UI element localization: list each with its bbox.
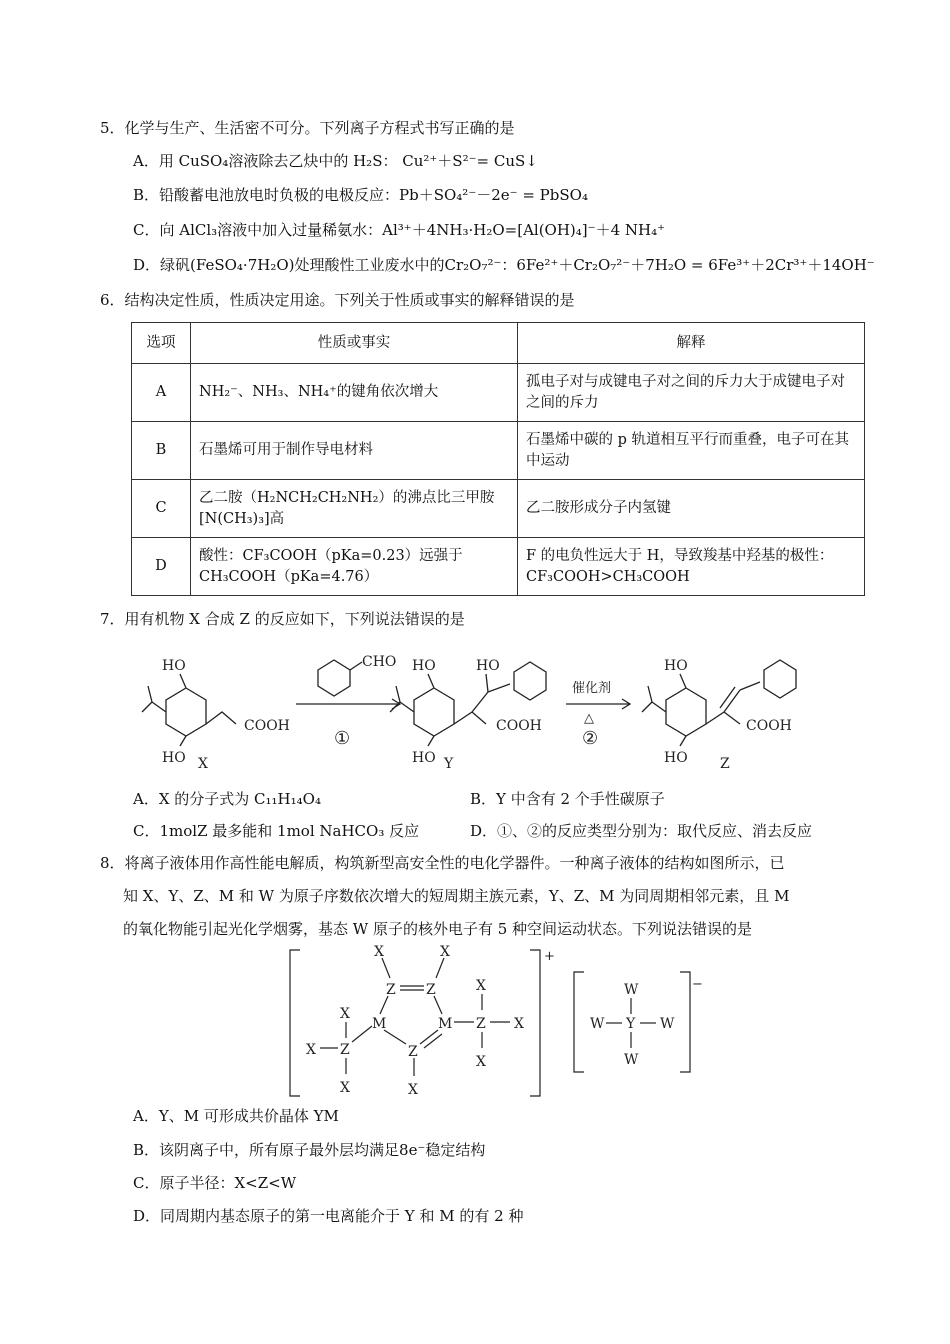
- atom-w: W: [624, 982, 639, 998]
- anion-charge: −: [692, 977, 703, 992]
- y-ho-top: HO: [412, 658, 436, 674]
- step-1-label: ①: [334, 728, 351, 749]
- reaction-arrow-1: [296, 654, 400, 749]
- row-explanation: F 的电负性远大于 H，导致羧基中羟基的极性：CF₃COOH>CH₃COOH: [518, 538, 865, 596]
- y-ho-bottom: HO: [412, 750, 436, 766]
- q8-ionic-liquid-figure: [0, 944, 950, 1104]
- atom-z: Z: [408, 1044, 418, 1060]
- cation-charge: +: [544, 949, 555, 964]
- molecule-y: [390, 658, 546, 772]
- q5-option-b: B．铅酸蓄电池放电时负极的电极反应：Pb＋SO₄²⁻－2e⁻ = PbSO₄: [133, 186, 588, 204]
- atom-w: W: [590, 1016, 605, 1032]
- atom-m: M: [372, 1016, 387, 1032]
- q8-stem-line1: 8．将离子液体用作高性能电解质，构筑新型高安全性的电化学器件。一种离子液体的结构如图所示，已: [100, 854, 785, 872]
- atom-x: X: [476, 1054, 486, 1070]
- header-fact: 性质或事实: [191, 323, 518, 364]
- label-z: Z: [720, 756, 730, 772]
- q5-stem: 5．化学与生产、生活密不可分。下列离子方程式书写正确的是: [100, 119, 515, 137]
- reaction-arrow-2: [566, 680, 630, 749]
- q7-option-a: A．X 的分子式为 C₁₁H₁₄O₄: [133, 790, 321, 808]
- q8-option-b: B．该阴离子中，所有原子最外层均满足8e⁻稳定结构: [133, 1141, 486, 1159]
- atom-m: M: [438, 1016, 453, 1032]
- q5-option-a: A．用 CuSO₄溶液除去乙炔中的 H₂S： Cu²⁺＋S²⁻= CuS↓: [133, 152, 538, 170]
- x-ho-top: HO: [162, 658, 186, 674]
- atom-x: X: [408, 1082, 418, 1098]
- header-explanation: 解释: [518, 323, 865, 364]
- q7-option-d: D．①、②的反应类型分别为：取代反应、消去反应: [470, 822, 813, 840]
- atom-x: X: [340, 1080, 350, 1096]
- row-fact: NH₂⁻、NH₃、NH₄⁺的键角依次增大: [191, 364, 518, 422]
- atom-z: Z: [426, 982, 436, 998]
- q8-stem-line3: 的氧化物能引起光化学烟雾，基态 W 原子的核外电子有 5 种空间运动状态。下列说法错误的是: [123, 920, 753, 938]
- atom-x: X: [476, 978, 486, 994]
- row-fact: 乙二胺（H₂NCH₂CH₂NH₂）的沸点比三甲胺[N(CH₃)₃]高: [191, 480, 518, 538]
- z-ho-bottom: HO: [664, 750, 688, 766]
- table-row: [132, 364, 865, 422]
- q7-stem: 7．用有机物 X 合成 Z 的反应如下，下列说法错误的是: [100, 610, 465, 628]
- x-cooh: COOH: [244, 718, 290, 734]
- atom-x: X: [306, 1042, 316, 1058]
- atom-z: Z: [476, 1016, 486, 1032]
- q6-table: [131, 322, 865, 596]
- table-row: [132, 480, 865, 538]
- row-option: D: [132, 538, 191, 596]
- heat-label: △: [584, 711, 594, 726]
- atom-x: X: [440, 944, 450, 960]
- catalyst-label: 催化剂: [572, 681, 612, 696]
- step-2-label: ②: [582, 728, 599, 749]
- label-y: Y: [444, 756, 454, 772]
- row-fact: 石墨烯可用于制作导电材料: [191, 422, 518, 480]
- molecule-z: [642, 658, 796, 772]
- q8-option-d: D．同周期内基态原子的第一电离能介于 Y 和 M 的有 2 种: [133, 1207, 524, 1225]
- q6-stem: 6．结构决定性质，性质决定用途。下列关于性质或事实的解释错误的是: [100, 291, 575, 309]
- row-option: C: [132, 480, 191, 538]
- x-ho-bottom: HO: [162, 750, 186, 766]
- row-fact: 酸性：CF₃COOH（pKa=0.23）远强于CH₃COOH（pKa=4.76）: [191, 538, 518, 596]
- q8-option-a: A．Y、M 可形成共价晶体 YM: [133, 1107, 339, 1125]
- row-explanation: 石墨烯中碳的 p 轨道相互平行而重叠，电子可在其中运动: [518, 422, 865, 480]
- anion-center: [590, 982, 675, 1068]
- z-cooh: COOH: [746, 718, 792, 734]
- atom-w: W: [660, 1016, 675, 1032]
- cation-ring: [306, 944, 524, 1098]
- table-header-row: [132, 323, 865, 364]
- q7-option-c: C．1molZ 最多能和 1mol NaHCO₃ 反应: [133, 822, 420, 840]
- q5-option-d: D．绿矾(FeSO₄·7H₂O)处理酸性工业废水中的Cr₂O₇²⁻：6Fe²⁺＋Cr₂O₇²⁻＋7H₂O = 6Fe³⁺＋2Cr³⁺＋14OH⁻: [133, 256, 875, 274]
- q8-option-c: C．原子半径：X<Z<W: [133, 1174, 297, 1192]
- molecule-x: [142, 658, 290, 772]
- row-explanation: 乙二胺形成分子内氢键: [518, 480, 865, 538]
- q8-stem-line2: 知 X、Y、Z、M 和 W 为原子序数依次增大的短周期主族元素，Y、Z、M 为同周期相邻元素，且 M: [123, 887, 790, 905]
- atom-x: X: [374, 944, 384, 960]
- y-ho-side: HO: [476, 658, 500, 674]
- row-explanation: 孤电子对与成键电子对之间的斥力大于成键电子对之间的斥力: [518, 364, 865, 422]
- q7-option-b: B．Y 中含有 2 个手性碳原子: [470, 790, 665, 808]
- table-row: [132, 422, 865, 480]
- label-x: X: [198, 756, 208, 772]
- z-ho-top: HO: [664, 658, 688, 674]
- atom-z: Z: [386, 982, 396, 998]
- header-option: 选项: [132, 323, 191, 364]
- atom-x: X: [514, 1016, 524, 1032]
- q5-option-c: C．向 AlCl₃溶液中加入过量稀氨水：Al³⁺＋4NH₃·H₂O=[Al(OH)₄]⁻＋4 NH₄⁺: [133, 221, 666, 239]
- atom-y: Y: [626, 1016, 636, 1032]
- atom-z: Z: [340, 1042, 350, 1058]
- q7-reaction-scheme: [0, 640, 950, 780]
- atom-w: W: [624, 1052, 639, 1068]
- cho-label: CHO: [362, 654, 397, 670]
- table-row: [132, 538, 865, 596]
- row-option: A: [132, 364, 191, 422]
- y-cooh: COOH: [496, 718, 542, 734]
- row-option: B: [132, 422, 191, 480]
- atom-x: X: [340, 1006, 350, 1022]
